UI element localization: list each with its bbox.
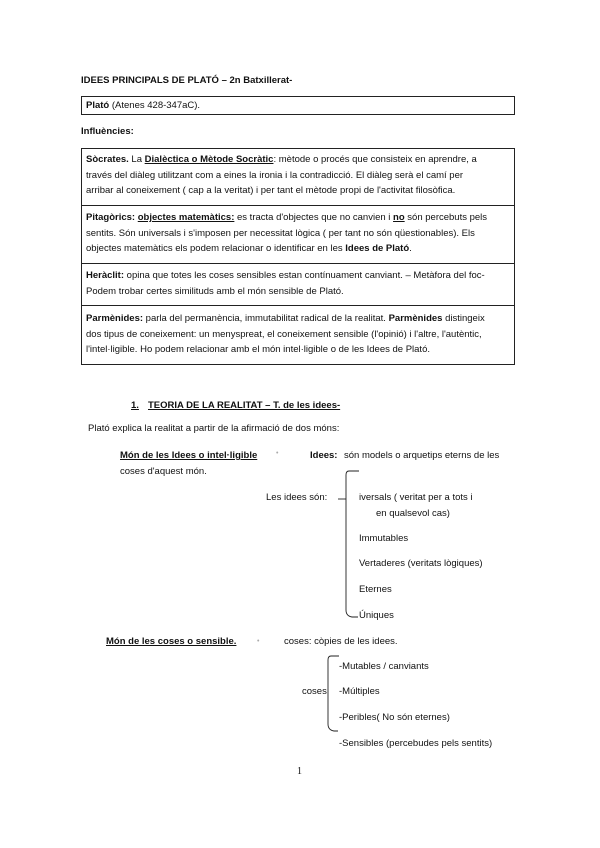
- ideas-item: Úniques: [359, 610, 394, 621]
- sensible-heading: Món de les coses o sensible.: [106, 636, 237, 647]
- parmenides-line3: l'intel·ligible. Ho podem relacionar amb el món intel·ligible o de les Idees de Plató.: [86, 344, 430, 355]
- ideas-def-2: coses d'aquest món.: [120, 466, 207, 477]
- ideas-list-label: Les idees són:: [266, 492, 328, 503]
- socrates-pre: La: [128, 154, 145, 165]
- section1-title: TEORIA DE LA REALITAT – T. de les idees-: [148, 400, 341, 411]
- pitagores-ideas: Idees de Plató: [345, 243, 410, 254]
- pitagores-line3: objectes matemàtics els podem relacionar o identificar en les: [86, 243, 346, 254]
- coses-list-label: coses: [302, 686, 327, 697]
- pitagores-line1: es tracta d'objectes que no canvien i: [234, 212, 394, 223]
- heraclit-line2: Podem trobar certes similituds amb el món sensible de Plató.: [86, 285, 344, 297]
- ideas-item: Eternes: [359, 584, 392, 595]
- intelligible-heading: Món de les Idees o intel·ligible: [120, 450, 258, 461]
- socrates-line2: través del diàleg utilitzant com a eines la ironia i la contradicció. El diàleg serà el camí per: [86, 169, 464, 181]
- socrates-name: Sòcrates.: [86, 154, 129, 165]
- pitagores-line1-end: són percebuts pels: [404, 212, 488, 223]
- pitagores-no: no: [393, 212, 405, 223]
- parmenides-line2: dos tipus de coneixement: un menyspreat, el coneixement sensible (l'opinió) i l'altre, l'autèntic,: [86, 328, 482, 340]
- influences-heading: Influències:: [81, 126, 134, 137]
- socrates-line1: : mètode o procés que consisteix en aprendre, a: [273, 154, 477, 165]
- plato-name: Plató: [86, 100, 110, 111]
- ideas-item: en qualsevol cas): [376, 508, 450, 519]
- bullet-dot: •: [257, 638, 260, 645]
- parmenides-name2: Parmènides: [388, 313, 443, 324]
- ideas-item: iversals ( veritat per a tots i: [359, 492, 473, 503]
- ideas-item: Vertaderes (veritats lògiques): [359, 558, 483, 569]
- coses-bracket: [328, 656, 339, 731]
- pitagores-term: objectes matemàtics:: [137, 212, 235, 223]
- coses-item: -Sensibles (percebudes pels sentits): [339, 738, 493, 749]
- ideas-label: Idees:: [310, 450, 338, 461]
- ideas-item: Immutables: [359, 533, 409, 544]
- socrates-term: Dialèctica o Mètode Socràtic: [144, 154, 274, 165]
- page-title: IDEES PRINCIPALS DE PLATÓ – 2n Batxillerat-: [81, 75, 293, 86]
- parmenides-line1: parla del permanència, immutabilitat radical de la realitat.: [143, 313, 389, 324]
- intro-text: Plató explica la realitat a partir de la afirmació de dos móns:: [88, 423, 340, 434]
- bullet-dot: •: [276, 450, 279, 457]
- coses-item: -Múltiples: [339, 686, 380, 697]
- heraclit-name: Heràclit:: [86, 270, 125, 281]
- coses-item: -Peribles( No són eternes): [339, 712, 450, 723]
- ideas-def-1: són models o arquetips eterns de les: [344, 450, 500, 461]
- coses-def: coses: còpies de les idees.: [284, 636, 398, 647]
- parmenides-name: Parmènides:: [86, 313, 144, 324]
- section1-number: 1.: [131, 400, 139, 411]
- parmenides-line1-end: distingeix: [442, 313, 485, 324]
- page-number: 1: [297, 766, 302, 777]
- pitagores-line3-end: .: [409, 243, 412, 254]
- heraclit-line1: opina que totes les coses sensibles estan contínuament canviant. – Metàfora del foc-: [124, 270, 485, 281]
- pitagores-line2: sentits. Són universals i s'imposen per necessitat lògica ( per tant no són qüestionables). Els: [86, 227, 475, 239]
- plato-dates: (Atenes 428-347aC).: [109, 100, 201, 111]
- coses-item: -Mutables / canviants: [339, 661, 429, 672]
- socrates-line3: arribar al coneixement ( cap a la veritat) i per tant el mètode propi de l'activitat filosòfica.: [86, 185, 456, 196]
- pitagores-name: Pitagòrics:: [86, 212, 136, 223]
- ideas-bracket: [346, 471, 359, 617]
